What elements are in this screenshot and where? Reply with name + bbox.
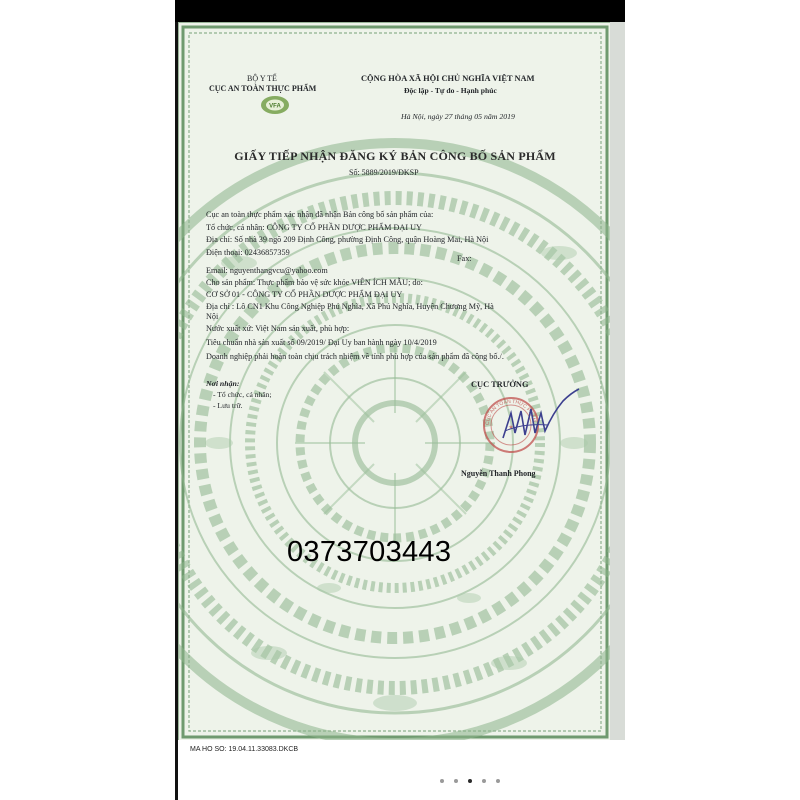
ministry-label: BỘ Y TẾ <box>247 74 277 83</box>
body-line-email: Email: nguyenthangvcu@yahoo.com <box>206 266 328 275</box>
recipients-item-2: - Lưu trữ. <box>213 401 243 410</box>
carousel-dot[interactable] <box>454 779 458 783</box>
agency-logo <box>260 95 290 115</box>
body-line-fax: Fax: <box>457 254 472 263</box>
body-line-facility: CƠ SỞ 01 - CÔNG TY CỔ PHẦN DƯỢC PHẨM ĐẠI UY <box>206 290 403 299</box>
body-line-origin: Nước xuất xứ: Việt Nam sản xuất, phù hợp: <box>206 324 350 333</box>
drum-pattern-background <box>179 23 611 741</box>
carousel-dot[interactable] <box>482 779 486 783</box>
recipients-item-1: - Tổ chức, cá nhân; <box>213 390 272 399</box>
body-line-address: Địa chỉ: Số nhà 39 ngõ 209 Định Công, phường Định Công, quận Hoàng Mai, Hà Nội <box>206 235 489 244</box>
agency-label: CỤC AN TOÀN THỰC PHẨM <box>209 84 317 93</box>
signer-name: Nguyễn Thanh Phong <box>461 469 536 478</box>
carousel-dot[interactable] <box>496 779 500 783</box>
body-line-product: Cho sản phẩm: Thực phẩm bảo vệ sức khỏe VIÊN ÍCH MẪU; do: <box>206 278 423 287</box>
republic-label: CỘNG HÒA XÃ HỘI CHỦ NGHĨA VIỆT NAM <box>361 74 535 83</box>
body-line-standard: Tiêu chuẩn nhà sản xuất số 09/2019/ Đại Uy ban hành ngày 10/4/2019 <box>206 338 437 347</box>
svg-text:CỤC AN TOÀN THỰC PHẨM: CỤC AN TOÀN THỰC PHẨM <box>484 398 537 426</box>
body-line-facility-address-cont: Nội <box>206 312 219 321</box>
carousel-dot-active[interactable] <box>468 779 472 783</box>
carousel-indicator[interactable] <box>440 770 506 788</box>
carousel-dot[interactable] <box>440 779 444 783</box>
motto-label: Độc lập - Tự do - Hạnh phúc <box>404 86 497 95</box>
document-number: Số: 5889/2019/ĐKSP <box>349 168 419 177</box>
date-line: Hà Nội, ngày 27 tháng 05 năm 2019 <box>401 112 515 121</box>
body-line-intro: Cục an toàn thực phẩm xác nhận đã nhận Bản công bố sản phẩm của: <box>206 210 434 219</box>
recipients-heading: Nơi nhận: <box>206 379 240 388</box>
svg-text:VFA: VFA <box>269 103 281 110</box>
handwritten-signature <box>493 383 583 453</box>
overlay-phone-number: 0373703443 <box>287 536 452 568</box>
document-title: GIẤY TIẾP NHẬN ĐĂNG KÝ BẢN CÔNG BỐ SẢN PHẨM <box>234 149 556 163</box>
body-line-organization: Tổ chức, cá nhân: CÔNG TY CỔ PHẦN DƯỢC PHẨM ĐẠI UY <box>206 223 422 232</box>
certificate-document <box>178 22 612 742</box>
svg-text:★: ★ <box>508 425 514 431</box>
body-line-responsibility: Doanh nghiệp phải hoàn toàn chịu trách nhiệm về tính phù hợp của sản phẩm đã công bố./. <box>206 352 504 361</box>
signer-role: CỤC TRƯỞNG <box>471 380 529 389</box>
top-black-band <box>175 0 625 22</box>
body-line-phone: Điện thoại: 02436857359 <box>206 248 290 257</box>
body-line-facility-address: Địa chỉ : Lô CN1 Khu Công Nghiệp Phú Nghĩa, Xã Phú Nghĩa, Huyện Chương Mỹ, Hà <box>206 302 494 311</box>
right-edge-strip <box>610 22 625 740</box>
dossier-code: MA HO SO: 19.04.11.33083.DKCB <box>190 746 299 753</box>
